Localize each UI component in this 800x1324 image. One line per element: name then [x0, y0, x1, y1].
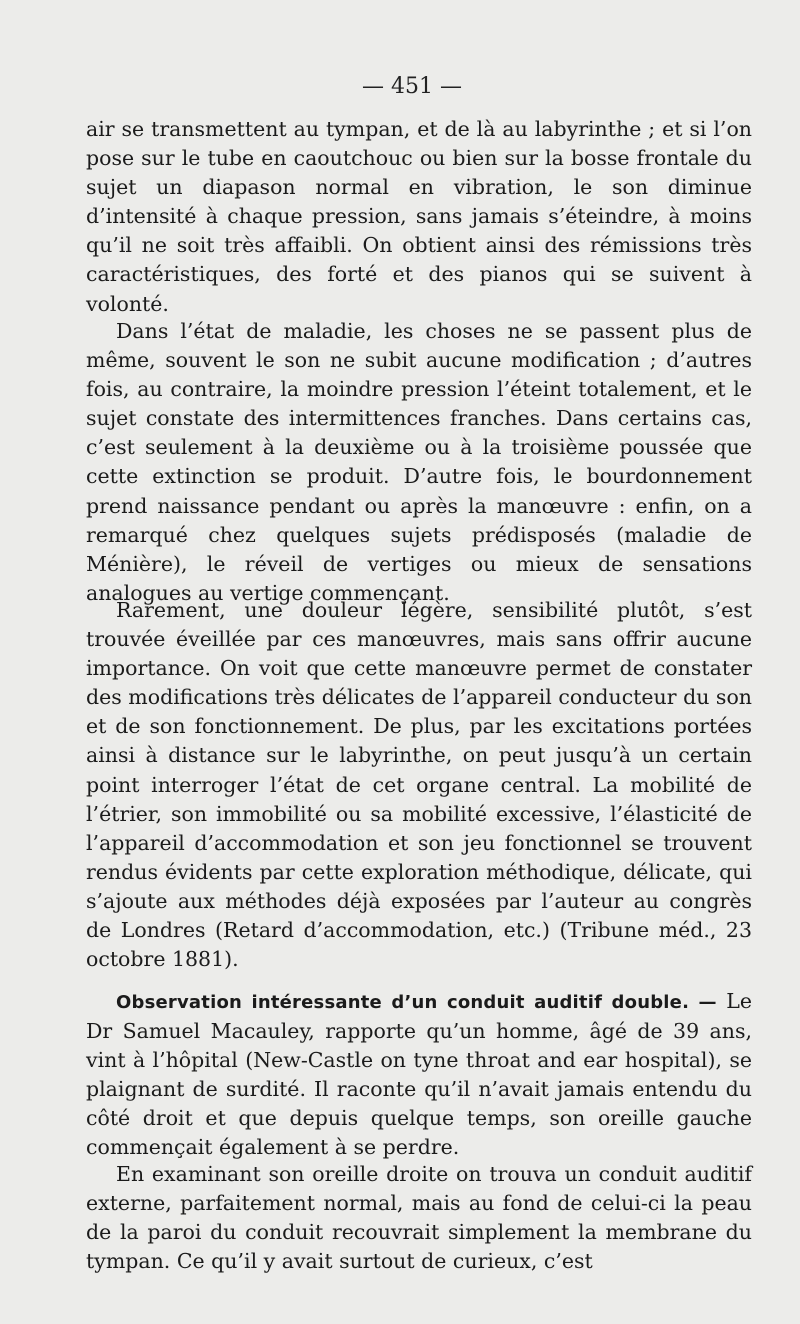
- observation-title: Observation intéressante d’un conduit auditif double. —: [116, 992, 717, 1013]
- paragraph-maladie: [86, 317, 752, 608]
- paragraph-continuation: [86, 115, 752, 319]
- paragraph-text: Le Dr Samuel Macauley, rapporte qu’un homme, âgé de 39 ans, vint à l’hôpital (New-Castle on tyne throat and ear hospital), se plaignant de surdité. Il raconte qu’il n’avait jamais entendu du côté droit et que depuis quelque temps, son oreille gauche commençait également à se perdre.: [86, 989, 752, 1160]
- paragraph-examen: [86, 1160, 752, 1276]
- paragraph-text: air se transmettent au tympan, et de là au labyrinthe ; et si l’on pose sur le tube en caoutchouc ou bien sur la bosse frontale du sujet un diapason normal en vibration, le son diminue d’intensité à chaque pression, sans jamais s’éteindre, à moins qu’il ne soit très affaibli. On obtient ainsi des rémissions très caractéristiques, des forté et des pianos qui se suivent à volonté.: [86, 117, 752, 316]
- paragraph-observation-body: [86, 987, 752, 1163]
- paragraph-rarement: [86, 596, 752, 974]
- page-number: — 451 —: [362, 74, 462, 99]
- paragraph-observation: [86, 987, 752, 1163]
- paragraph-text: Rarement, une douleur légère, sensibilité plutôt, s’est trouvée éveillée par ces manœuvres, mais sans offrir aucune importance. On voit que cette manœuvre permet de constater des modifications très délicates de l’appareil conducteur du son et de son fonctionnement. De plus, par les excitations portées ainsi à distance sur le labyrinthe, on peut jusqu’à un certain point interroger l’état de cet organe central. La mobilité de l’étrier, son immobilité ou sa mobilité excessive, l’élasticité de l’appareil d’accommodation et son jeu fonctionnel se trouvent rendus évidents par cette exploration méthodique, délicate, qui s’ajoute aux méthodes déjà exposées par l’auteur au congrès de Londres (Retard d’accommodation, etc.) (Tribune méd., 23 octobre 1881).: [86, 598, 752, 972]
- paragraph-text: Dans l’état de maladie, les choses ne se passent plus de même, souvent le son ne subit aucune modification ; d’autres fois, au contraire, la moindre pression l’éteint totalement, et le sujet constate des intermittences franches. Dans certains cas, c’est seulement à la deuxième ou à la troisième poussée que cette extinction se produit. D’autre fois, le bourdonnement prend naissance pendant ou après la manœuvre : enfin, on a remarqué chez quelques sujets prédisposés (maladie de Ménière), le réveil de vertiges ou mieux de sensations analogues au vertige commençant.: [86, 319, 752, 605]
- paragraph-text: En examinant son oreille droite on trouva un conduit auditif externe, parfaitement normal, mais au fond de celui-ci la peau de la paroi du conduit recouvrait simplement la membrane du tympan. Ce qu’il y avait surtout de curieux, c’est: [86, 1162, 752, 1274]
